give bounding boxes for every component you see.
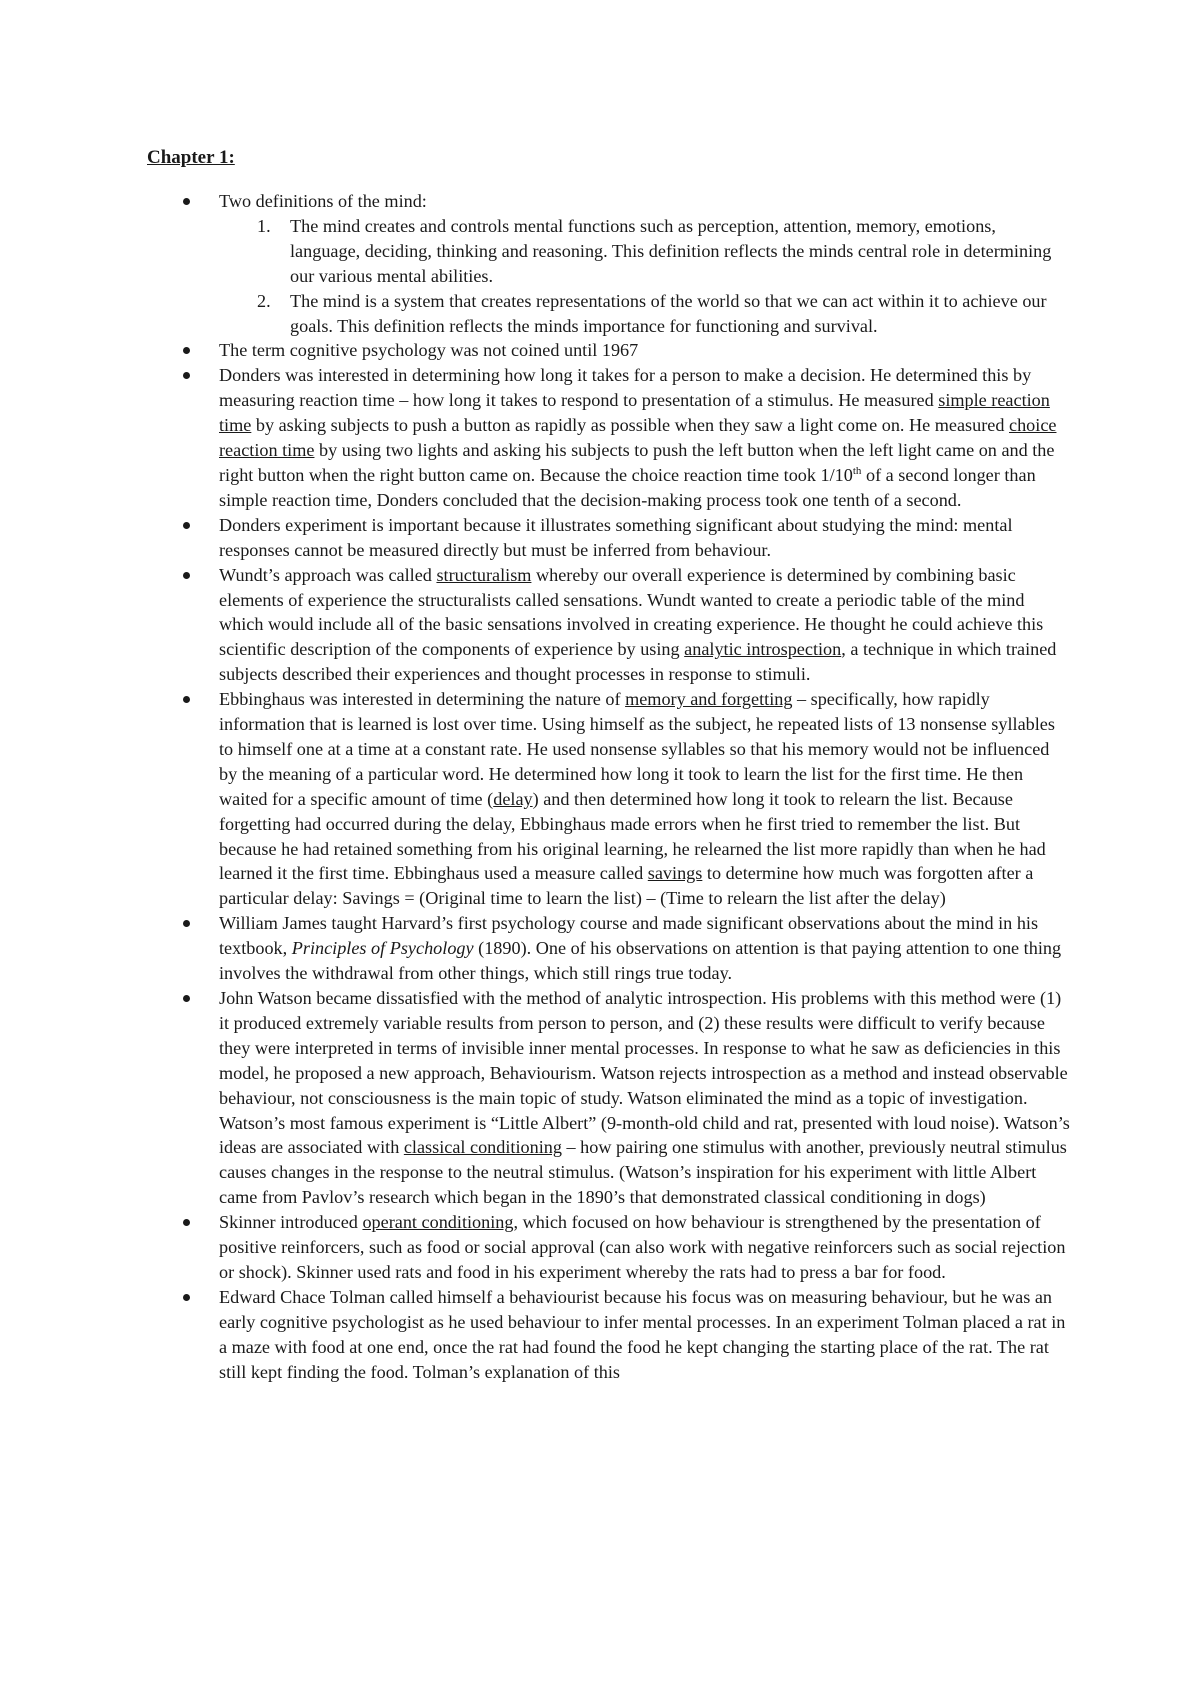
underlined-term: choice reaction time (219, 415, 1057, 461)
paragraph-text: Edward Chace Tolman called himself a behaviourist because his focus was on measuring behaviour, but he was an early cognitive psychologist as he used behaviour to infer mental processes. In an experiment Tolman placed a rat in a maze with food at one end, once the rat had found the food he kept changing the starting place of the rat. The rat still kept finding the food. Tolman’s explanation of this (219, 1286, 1066, 1382)
underlined-term: structuralism (436, 564, 532, 585)
text-run: John Watson became dissatisfied with the method of analytic introspection. His problems with this method were (1) it produced extremely variable results from person to person, and (2) these results were difficult to verify because they were interpreted in terms of invisible inner mental processes. In response to what he saw as deficiencies in this model, he proposed a new approach, Behaviourism. Watson rejects introspection as a method and instead observable behaviour, not consciousness is the main topic of study. Watson eliminated the mind as a topic of investigation. Watson’s most famous experiment is “Little Albert” (9-month-old child and rat, presented with loud noise). Watson’s ideas are associated with (219, 988, 1070, 1158)
definition-item (219, 214, 1070, 289)
list-item (0, 563, 1200, 688)
bullet-icon (183, 995, 190, 1002)
text-run: , which focused on how behaviour is strengthened by the presentation of positive reinforcers, such as food or social approval (can also work with negative reinforcers such as social rejection or shock). Skinner used rats and food in his experiment whereby the rats had to press a bar for food. (219, 1212, 1066, 1282)
definition-number: 2. (257, 290, 271, 311)
text-run: Skinner introduced (219, 1212, 363, 1233)
bullet-icon (183, 198, 190, 205)
text-run: Ebbinghaus was interested in determining the nature of (219, 689, 626, 710)
paragraph-text: The term cognitive psychology was not coined until 1967 (219, 340, 639, 361)
underlined-term: analytic introspection (684, 639, 842, 660)
list-item (0, 911, 1200, 986)
underlined-term: delay (493, 788, 533, 809)
underlined-term: savings (647, 863, 703, 884)
text-run: by asking subjects to push a button as rapidly as possible when they saw a light come on. He measured (251, 415, 1009, 436)
list-item (0, 189, 1200, 338)
bullet-icon (183, 696, 190, 703)
book-title: Principles of Psychology (291, 938, 474, 959)
underlined-term: operant conditioning (362, 1212, 514, 1233)
text-run: , a technique in which trained subjects described their experiences and thought processes in response to stimuli. (219, 639, 1057, 685)
text-run: William James taught Harvard’s first psychology course and made significant observations about the mind in his textbook, (219, 913, 1039, 959)
superscript: th (852, 464, 862, 477)
underlined-term: simple reaction time (219, 390, 1050, 436)
bullet-icon (183, 347, 190, 354)
chapter-heading: Chapter 1: (147, 147, 235, 168)
text-run: by using two lights and asking his subjects to push the left button when the left light came on and the right button when the right button came on. Because the choice reaction time took 1/10 (219, 440, 1055, 485)
def-intro: Two definitions of the mind: (219, 191, 427, 211)
list-item (0, 1210, 1200, 1285)
list-item (0, 513, 1200, 563)
text-run: Donders was interested in determining how long it takes for a person to make a decision. He determined this by measuring reaction time – how long it takes to respond to presentation of a stimulus. He measured (219, 365, 1032, 411)
definitions-list (219, 214, 1070, 339)
underlined-term: memory and forgetting (625, 689, 793, 710)
bullet-icon (183, 1219, 190, 1226)
bullet-icon (183, 572, 190, 579)
text-run: – how pairing one stimulus with another, previously neutral stimulus causes changes in the response to the neutral stimulus. (Watson’s inspiration for his experiment with little Albert came from Pavlov’s research which began in the 1890’s that demonstrated classical conditioning in dogs) (219, 1137, 1067, 1208)
bullet-icon (183, 522, 190, 529)
definition-item (219, 289, 1070, 339)
notes-list (0, 189, 1200, 1385)
definition-text: The mind is a system that creates representations of the world so that we can act within it to achieve our goals. This definition reflects the minds importance for functioning and survival. (290, 290, 1047, 336)
text-run: (1890). One of his observations on attention is that paying attention to one thing involves the withdrawal from other things, which still rings true today. (219, 938, 1062, 984)
definition-text: The mind creates and controls mental functions such as perception, attention, memory, emotions, language, deciding, thinking and reasoning. This definition reflects the minds central role in determining our various mental abilities. (290, 215, 1052, 286)
list-item (0, 687, 1200, 911)
list-item (0, 363, 1200, 512)
text-run: to determine how much was forgotten after a particular delay: Savings = (Original time to learn the list) – (Time to relearn the list after the delay) (219, 863, 1034, 909)
list-item (0, 986, 1200, 1210)
bullet-icon (183, 920, 190, 927)
list-item (0, 338, 1200, 363)
list-item (0, 1285, 1200, 1385)
text-run: Wundt’s approach was called (219, 564, 437, 585)
text-run: whereby our overall experience is determined by combining basic elements of experience the structuralists called sensations. Wundt wanted to create a periodic table of the mind which would include all of the basic sensations involved in creating experience. He thought he could achieve this scientific description of the components of experience by using (219, 564, 1044, 660)
bullet-icon (183, 1294, 190, 1301)
underlined-term: classical conditioning (403, 1137, 562, 1158)
bullet-icon (183, 372, 190, 379)
text-run: – specifically, how rapidly information that is learned is lost over time. Using himself as the subject, he repeated lists of 13 nonsense syllables to himself one at a time at a constant rate. He used nonsense syllables so that his memory would not be influenced by the meaning of a particular word. He determined how long it took to learn the list for the first time. He then waited for a specific amount of time ( (219, 689, 1055, 809)
text-run: of a second longer than simple reaction time, Donders concluded that the decision-making process took one tenth of a second. (219, 464, 1036, 510)
definition-number: 1. (257, 215, 271, 236)
text-run: ) and then determined how long it took to relearn the list. Because forgetting had occurred during the delay, Ebbinghaus made errors when he first tried to remember the list. But because he had retained something from his original learning, he relearned the list more rapidly than when he had learned it the first time. Ebbinghaus used a measure called (219, 788, 1046, 884)
paragraph-text: Donders experiment is important because it illustrates something significant about studying the mind: mental responses cannot be measured directly but must be inferred from behaviour. (219, 514, 1013, 560)
